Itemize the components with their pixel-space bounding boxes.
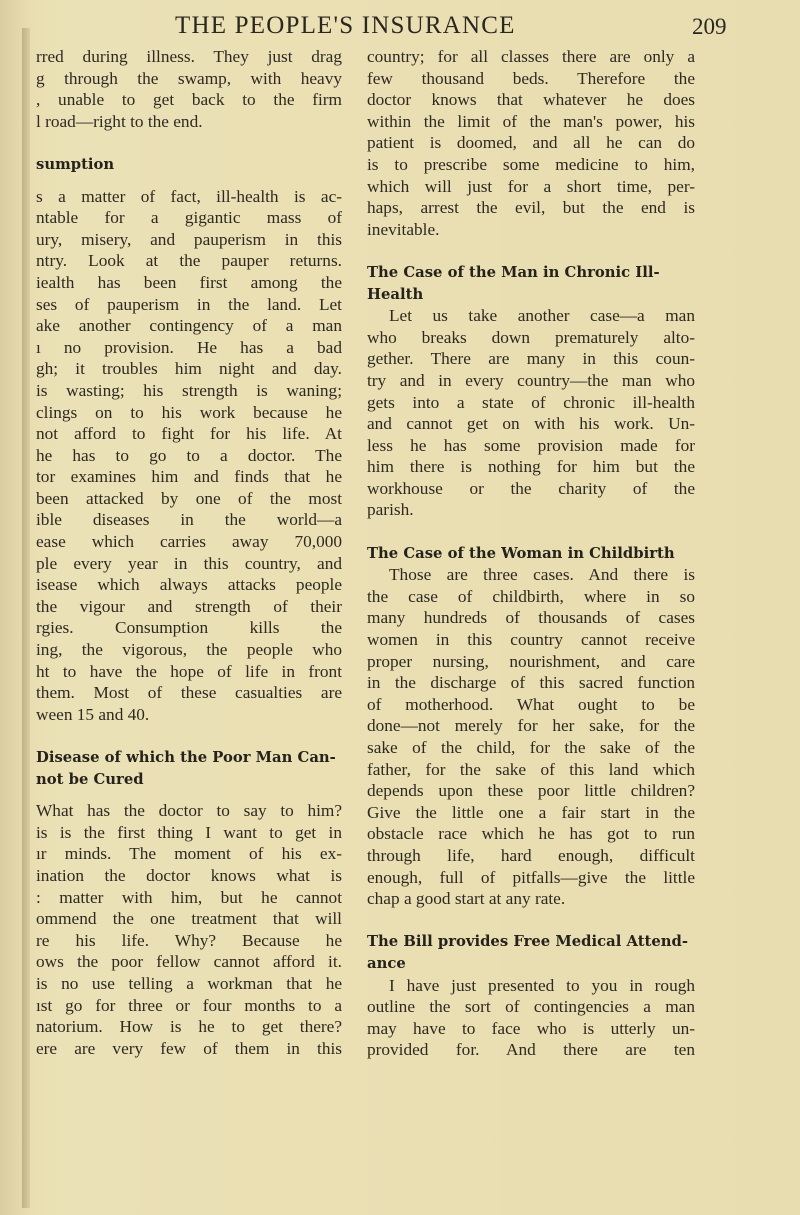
text-line: in the discharge of this sacred function: [367, 673, 695, 693]
text-line: Let us take another case—a man: [389, 306, 695, 326]
text-line: patient is doomed, and all he can do: [367, 133, 695, 153]
spacer: [36, 176, 342, 186]
text-line: is to prescribe some medicine to him,: [367, 154, 695, 174]
text-line: gh; it troubles him night and day.: [36, 359, 342, 379]
text-line: is is the first thing I want to get in: [36, 822, 342, 842]
spacer: [36, 790, 342, 800]
text-line: chap a good start at any rate.: [367, 889, 566, 909]
spacer: [367, 521, 695, 543]
text-line: ween 15 and 40.: [36, 704, 150, 724]
heading-line: Disease of which the Poor Man Can-: [36, 749, 336, 766]
left-paragraph-2: [36, 186, 342, 726]
running-title: THE PEOPLE'S INSURANCE: [175, 12, 516, 39]
text-line: ows the poor fellow cannot afford it.: [36, 952, 342, 972]
right-paragraph-4: [367, 975, 695, 1061]
text-line: ntry. Look at the pauper returns.: [36, 251, 342, 271]
text-line: ı no provision. He has a bad: [36, 337, 342, 357]
section-heading-woman-childbirth: The Case of the Woman in Childbirth: [367, 544, 675, 562]
text-line: ommend the one treatment that will: [36, 909, 342, 929]
spacer: [367, 240, 695, 262]
text-line: within the limit of the man's power, his: [367, 111, 695, 131]
page-header: [0, 6, 800, 46]
heading-line: The Bill provides Free Medical Attend-: [367, 933, 689, 951]
text-line: depends upon these poor little children?: [367, 781, 695, 801]
left-column: [36, 46, 342, 1156]
text-line: ible diseases in the world—a: [36, 510, 342, 530]
text-line: is wasting; his strength is waning;: [36, 380, 342, 400]
text-line: outline the sort of contingencies a man: [367, 997, 695, 1017]
text-line: which will just for a short time, per-: [367, 176, 695, 196]
text-line: ıst go for three or four months to a: [36, 995, 342, 1015]
text-line: rred during illness. They just drag: [36, 47, 342, 66]
text-line: ht to have the hope of life in front: [36, 661, 342, 681]
text-line: Give the little one a fair start in the: [367, 802, 695, 822]
text-line: been attacked by one of the most: [36, 488, 342, 508]
text-line: through life, hard enough, difficult: [367, 845, 695, 865]
text-line: ır minds. The moment of his ex-: [36, 844, 342, 864]
text-line: he has to go to a doctor. The: [36, 445, 342, 465]
text-line: inevitable.: [367, 219, 440, 239]
text-line: clings on to his work because he: [36, 402, 342, 422]
text-line: enough, full of pitfalls—give the little: [367, 867, 695, 887]
spacer: [367, 910, 695, 932]
text-line: ntable for a gigantic mass of: [36, 208, 342, 228]
text-line: the case of childbirth, where in so: [367, 586, 695, 606]
text-line: country; for all classes there are only a: [367, 47, 695, 66]
text-line: gets into a state of chronic ill-health: [367, 392, 695, 412]
text-line: ing, the vigorous, the people who: [36, 640, 342, 660]
text-line: and cannot get on with his work. Un-: [367, 414, 695, 434]
text-line: sake of the child, for the sake of the: [367, 738, 695, 757]
text-line: try and in every country—the man who: [367, 370, 695, 390]
text-line: What has the doctor to say to him?: [36, 801, 342, 821]
text-line: g through the swamp, with heavy: [36, 68, 342, 88]
text-line: ere are very few of them in this: [36, 1038, 342, 1058]
left-paragraph-1: [36, 46, 342, 132]
text-line: iealth has been first among the: [36, 272, 342, 292]
text-line: s a matter of fact, ill-health is ac-: [36, 186, 342, 206]
text-line: ple every year in this country, and: [36, 553, 342, 573]
heading-line: Health: [367, 285, 424, 303]
text-line: I have just presented to you in rough: [389, 975, 695, 995]
right-column: [367, 46, 695, 1156]
text-line: , unable to get back to the firm: [36, 90, 342, 110]
text-line: Those are three cases. And there is: [389, 565, 695, 585]
text-line: ses of pauperism in the land. Let: [36, 294, 342, 314]
text-line: : matter with him, but he cannot: [36, 887, 342, 907]
text-line: haps, arrest the evil, but the end is: [367, 198, 695, 218]
text-line: ease which carries away 70,000: [36, 532, 342, 552]
text-line: father, for the sake of this land which: [367, 759, 695, 779]
section-heading-chronic-ill-health: [367, 262, 695, 305]
text-line: isease which always attacks people: [36, 575, 342, 595]
text-line: tor examines him and finds that he: [36, 467, 342, 487]
heading-line: The Case of the Man in Chronic Ill-: [367, 263, 660, 281]
text-line: provided for. And there are ten: [367, 1040, 695, 1060]
text-line: re his life. Why? Because he: [36, 930, 342, 950]
page-number: 209: [692, 14, 727, 39]
text-line: him there is nothing for him but the: [367, 457, 695, 477]
text-line: ake another contingency of a man: [36, 316, 342, 336]
text-line: many hundreds of thousands of cases: [367, 608, 695, 628]
text-line: less he has some provision made for: [367, 435, 695, 455]
text-line: of motherhood. What ought to be: [367, 694, 695, 714]
section-heading-consumption: sumption: [36, 155, 115, 173]
left-paragraph-3: [36, 800, 342, 1059]
text-line: done—not merely for her sake, for the: [367, 716, 695, 736]
text-line: women in this country cannot receive: [367, 630, 695, 650]
text-line: is no use telling a workman that he: [36, 973, 342, 993]
heading-line: not be Cured: [36, 770, 144, 788]
text-line: natorium. How is he to get there?: [36, 1017, 342, 1037]
text-line: who breaks down prematurely alto-: [367, 327, 695, 347]
text-line: not afford to fight for his life. At: [36, 424, 342, 444]
text-line: ination the doctor knows what is: [36, 865, 342, 885]
text-line: doctor knows that whatever he does: [367, 90, 695, 110]
book-gutter: [22, 28, 30, 1208]
spacer: [36, 725, 342, 747]
heading-line: ance: [367, 954, 406, 972]
text-line: few thousand beds. Therefore the: [367, 68, 695, 88]
right-paragraph-1: [367, 46, 695, 240]
text-line: the vigour and strength of their: [36, 596, 342, 616]
text-line: parish.: [367, 500, 414, 520]
text-line: workhouse or the charity of the: [367, 478, 695, 498]
text-line: obstacle race which he has got to run: [367, 824, 695, 844]
section-heading-poor-man: [36, 747, 342, 790]
text-line: proper nursing, nourishment, and care: [367, 651, 695, 671]
text-line: them. Most of these casualties are: [36, 683, 342, 703]
right-paragraph-3: [367, 564, 695, 910]
section-heading-free-medical-attendance: [367, 931, 695, 974]
text-line: may have to face who is utterly un-: [367, 1018, 695, 1038]
text-line: l road—right to the end.: [36, 111, 203, 131]
text-line: gether. There are many in this coun-: [367, 349, 695, 369]
text-line: ury, misery, and pauperism in this: [36, 229, 342, 249]
text-line: rgies. Consumption kills the: [36, 618, 342, 638]
spacer: [36, 132, 342, 154]
right-paragraph-2: [367, 305, 695, 521]
